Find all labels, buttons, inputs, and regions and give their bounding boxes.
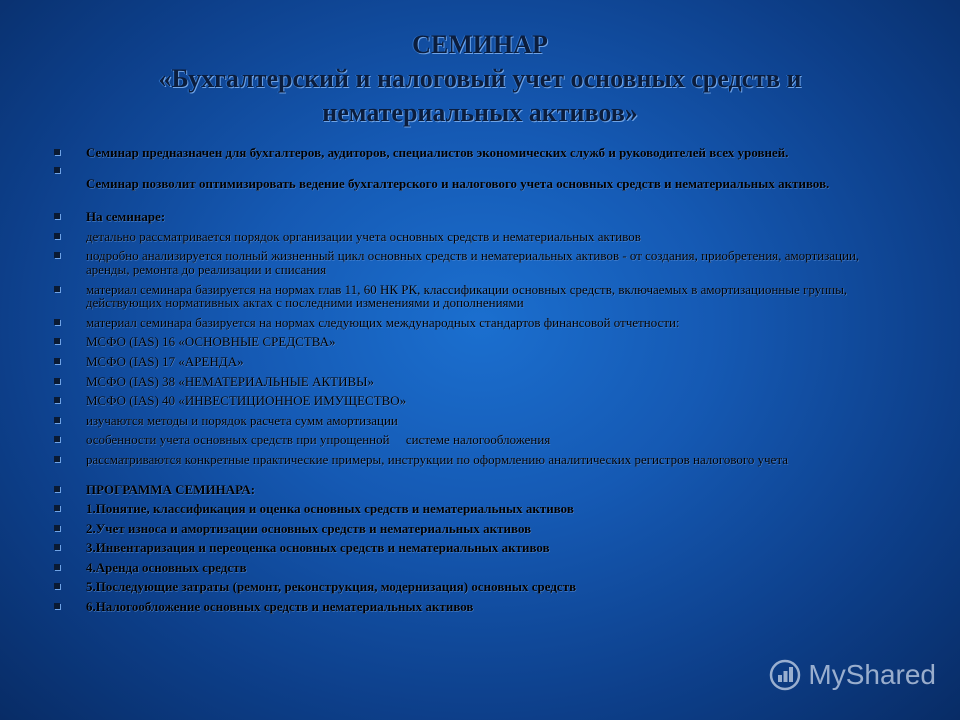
- bullet-icon: [54, 417, 60, 423]
- bullet-icon: [54, 603, 60, 609]
- bullet-icon: [54, 167, 60, 173]
- list-item: [52, 283, 902, 310]
- list-item-text: 2.Учет износа и амортизации основных средств и нематериальных активов: [86, 520, 532, 536]
- list-item: [52, 355, 902, 369]
- myshared-logo-icon: [768, 658, 802, 692]
- list-item: [52, 210, 902, 224]
- bullet-icon: [54, 149, 60, 155]
- watermark-text: MyShared: [808, 659, 936, 690]
- bullet-icon: [54, 525, 60, 531]
- bullet-icon: [54, 456, 60, 462]
- title-line-1: СЕМИНАР: [412, 30, 548, 59]
- list-item-text: 3.Инвентаризация и переоценка основных средств и нематериальных активов: [86, 540, 550, 556]
- bullet-icon: [54, 505, 60, 511]
- list-item: [52, 177, 902, 191]
- list-item: [52, 561, 902, 575]
- list-item: [52, 580, 902, 594]
- bullet-icon: [54, 338, 60, 344]
- list-item: [52, 502, 902, 516]
- bullet-icon: [54, 583, 60, 589]
- list-item-text: МСФО (IAS) 40 «ИНВЕСТИЦИОННОЕ ИМУЩЕСТВО»: [86, 393, 407, 409]
- list-item: [52, 522, 902, 536]
- bullet-icon: [54, 213, 60, 219]
- list-item: [52, 433, 902, 447]
- list-item-text: материал семинара базируется на нормах следующих международных стандартов финансовой отчетности:: [86, 314, 680, 330]
- list-item: [52, 249, 902, 276]
- list-item: [52, 394, 902, 408]
- list-item-text: детально рассматривается порядок организации учета основных средств и нематериальных активов: [86, 228, 641, 244]
- bullet-icon: [54, 319, 60, 325]
- list-item-text: МСФО (IAS) 16 «ОСНОВНЫЕ СРЕДСТВА»: [86, 334, 336, 350]
- list-item-text: МСФО (IAS) 17 «АРЕНДА»: [86, 353, 244, 369]
- bullet-icon: [54, 397, 60, 403]
- bullet-icon: [54, 436, 60, 442]
- slide-title: [0, 28, 960, 130]
- list-item-text: изучаются методы и порядок расчета сумм амортизации: [86, 412, 398, 428]
- bullet-icon: [54, 286, 60, 292]
- title-line-3: нематериальных активов»: [322, 98, 638, 127]
- list-item: [52, 453, 902, 467]
- list-item-text: рассматриваются конкретные практические примеры, инструкции по оформлению аналитических регистров налогового учета: [86, 451, 789, 467]
- list-item: [52, 414, 902, 428]
- list-item-text: ПРОГРАММА СЕМИНАРА:: [86, 481, 256, 497]
- list-item-text: материал семинара базируется на нормах глав 11, 60 НК РК, классификации основных средств, включаемых в амортизационные группы, действующих нормативных актах с последними изменениями и дополнениями: [86, 281, 848, 311]
- bullet-icon: [54, 233, 60, 239]
- list-item: [52, 230, 902, 244]
- bullet-icon: [54, 378, 60, 384]
- list-item: [52, 146, 902, 160]
- list-item: [52, 335, 902, 349]
- list-item-text: 4.Аренда основных средств: [86, 559, 247, 575]
- bullet-icon: [54, 358, 60, 364]
- bullet-icon: [54, 252, 60, 258]
- slide-content: [52, 146, 902, 614]
- slide-title-block: [0, 28, 960, 130]
- list-item-text: особенности учета основных средств при упрощенной системе налогообложения: [86, 432, 551, 448]
- title-line-2: «Бухгалтерский и налоговый учет основных средств и: [158, 64, 802, 93]
- bullet-list: [52, 146, 902, 614]
- myshared-watermark: [768, 658, 936, 692]
- list-item-text: 6.Налогообложение основных средств и нематериальных активов: [86, 599, 474, 615]
- list-item: [52, 375, 902, 389]
- list-item-text: МСФО (IAS) 38 «НЕМАТЕРИАЛЬНЫЕ АКТИВЫ»: [86, 373, 375, 389]
- list-item-text: На семинаре:: [86, 209, 166, 225]
- bullet-icon: [54, 486, 60, 492]
- list-item-text: подробно анализируется полный жизненный цикл основных средств и нематериальных активов - от создания, приобретения, амортизации, аренды, ремонта до реализации и списания: [86, 248, 860, 277]
- list-item-text: 1.Понятие, классификация и оценка основных средств и нематериальных активов: [86, 501, 574, 517]
- list-item: [52, 316, 902, 330]
- list-item: [52, 541, 902, 555]
- bullet-icon: [54, 564, 60, 570]
- list-item: [52, 600, 902, 614]
- list-item: [52, 483, 902, 497]
- list-item-text: 5.Последующие затраты (ремонт, реконструкция, модернизация) основных средств: [86, 579, 577, 595]
- list-item-text: Семинар предназначен для бухгалтеров, аудиторов, специалистов экономических служб и руководителей всех уровней.: [86, 145, 789, 160]
- bullet-icon: [54, 544, 60, 550]
- list-item-text: Семинар позволит оптимизировать ведение бухгалтерского и налогового учета основных средств и нематериальных активов.: [86, 175, 830, 191]
